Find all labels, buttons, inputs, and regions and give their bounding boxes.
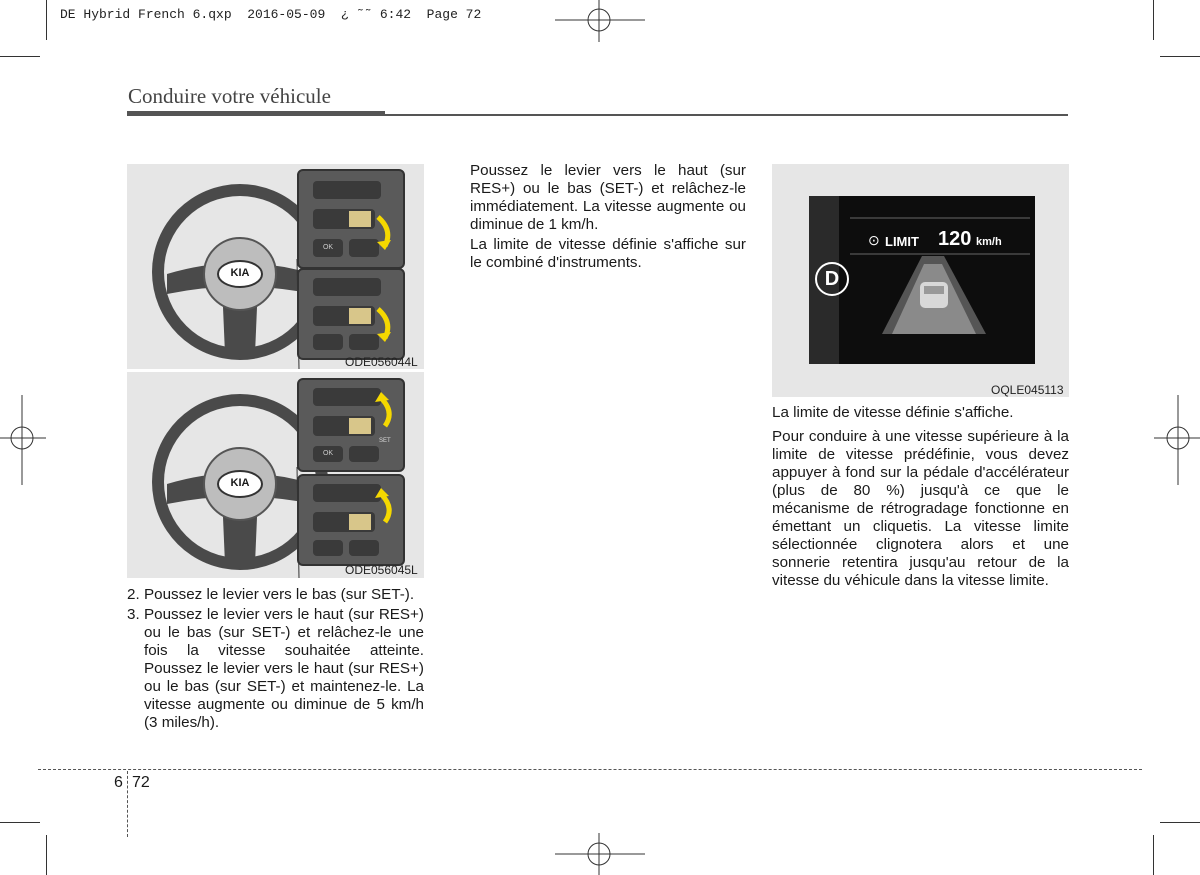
body-paragraph: La limite de vitesse définie s'affiche. bbox=[772, 404, 1014, 421]
page-number-divider bbox=[127, 771, 128, 837]
title-rule-extension bbox=[385, 114, 1068, 116]
body-paragraph: Pour conduire à une vitesse supérieure à la limite de vitesse prédéfinie, vous devez appuyer à fond sur la pédale d'accélérateur (plus de 80 %) jusqu'à ce que le mécanisme de rétrogradage fonctionne en émettant un cliquetis. La vitesse limite sélectionnée clignotera alors et une sonnerie retentira jusqu'au retour de la vitesse du véhicule dans la vitesse limite. bbox=[772, 428, 1069, 589]
registration-mark-right-icon bbox=[1154, 395, 1200, 485]
arrow-down-icon bbox=[373, 212, 403, 252]
lever-highlight-yellow bbox=[349, 308, 371, 324]
crop-mark-top-left-v bbox=[46, 0, 47, 40]
gear-indicator: D bbox=[815, 262, 849, 296]
figure-steering-wheel-bottom bbox=[127, 372, 424, 578]
crop-mark-bottom-left-v bbox=[46, 835, 47, 875]
ok-button: OK bbox=[313, 446, 343, 462]
list-item-text: Poussez le levier vers le bas (sur SET-). bbox=[144, 586, 415, 603]
circle-button bbox=[349, 446, 379, 462]
kia-logo-label: KIA bbox=[230, 477, 250, 489]
page-number: 72 bbox=[132, 774, 150, 791]
circle-button bbox=[349, 540, 379, 556]
crop-mark-bottom-right-v bbox=[1153, 835, 1154, 875]
figure-steering-wheel-top bbox=[127, 164, 424, 369]
lever-highlight-yellow bbox=[349, 418, 371, 434]
title-rule bbox=[127, 111, 385, 116]
list-item bbox=[127, 606, 424, 732]
limit-speed-value: 120 bbox=[938, 228, 972, 250]
print-header: DE Hybrid French 6.qxp 2016-05-09 ¿ ˜˜ 6:42 Page 72 bbox=[60, 7, 482, 22]
arrow-up-icon bbox=[373, 486, 403, 526]
list-item-number: 2. bbox=[127, 586, 140, 603]
chapter-number: 6 bbox=[114, 774, 123, 791]
lever-highlight-yellow bbox=[349, 211, 371, 227]
registration-mark-left-icon bbox=[0, 395, 46, 485]
control-button-bottom bbox=[313, 334, 343, 350]
list-item-number: 3. bbox=[127, 606, 140, 623]
lever-highlight-yellow bbox=[349, 514, 371, 530]
kia-logo-label: KIA bbox=[230, 267, 250, 279]
control-button-bottom bbox=[313, 540, 343, 556]
list-item bbox=[127, 586, 424, 604]
body-paragraph: Poussez le levier vers le haut (sur RES+) ou le bas (SET-) et relâchez-le immédiatement. La vitesse augmente ou diminue de 1 km/h. bbox=[470, 162, 746, 233]
body-paragraph: La limite de vitesse définie s'affiche sur le combiné d'instruments. bbox=[470, 236, 746, 271]
figure-caption: ODE056044L bbox=[345, 355, 418, 369]
control-button-upper bbox=[313, 181, 381, 199]
crop-mark-bottom-right-h bbox=[1160, 822, 1200, 823]
crop-mark-top-right-h bbox=[1160, 56, 1200, 57]
figure-caption: ODE056045L bbox=[345, 563, 418, 577]
arrow-up-icon bbox=[373, 390, 403, 430]
list-item-text: Poussez le levier vers le haut (sur RES+) ou le bas (sur SET-) et relâchez-le une fois la vitesse souhaitée atteinte. Poussez le levier vers le haut (sur RES+) ou le bas (sur SET-) et maintenez-le. La vitesse augmente ou diminue de 5 km/h (3 miles/h). bbox=[144, 606, 424, 731]
ok-button: OK bbox=[313, 239, 343, 257]
control-button-upper bbox=[313, 388, 381, 406]
instruction-list bbox=[127, 586, 424, 734]
crop-mark-bottom-left-h bbox=[0, 822, 40, 823]
crop-mark-top-left-h bbox=[0, 56, 40, 57]
registration-mark-bottom-icon bbox=[555, 833, 645, 875]
figure-caption: OQLE045113 bbox=[991, 383, 1064, 397]
arrow-down-icon bbox=[373, 304, 403, 344]
control-button-upper bbox=[313, 484, 381, 502]
figure-instrument-cluster bbox=[772, 164, 1069, 397]
section-title: Conduire votre véhicule bbox=[128, 84, 331, 108]
footer-rule bbox=[38, 769, 1142, 770]
control-button-upper bbox=[313, 278, 381, 296]
speed-limiter-icon: ⊙ bbox=[868, 232, 880, 248]
set-label: SET bbox=[379, 438, 391, 444]
registration-mark-top-icon bbox=[555, 0, 645, 42]
limit-speed-unit: km/h bbox=[976, 236, 1002, 248]
crop-mark-top-right-v bbox=[1153, 0, 1154, 40]
limit-label: LIMIT bbox=[885, 234, 919, 249]
